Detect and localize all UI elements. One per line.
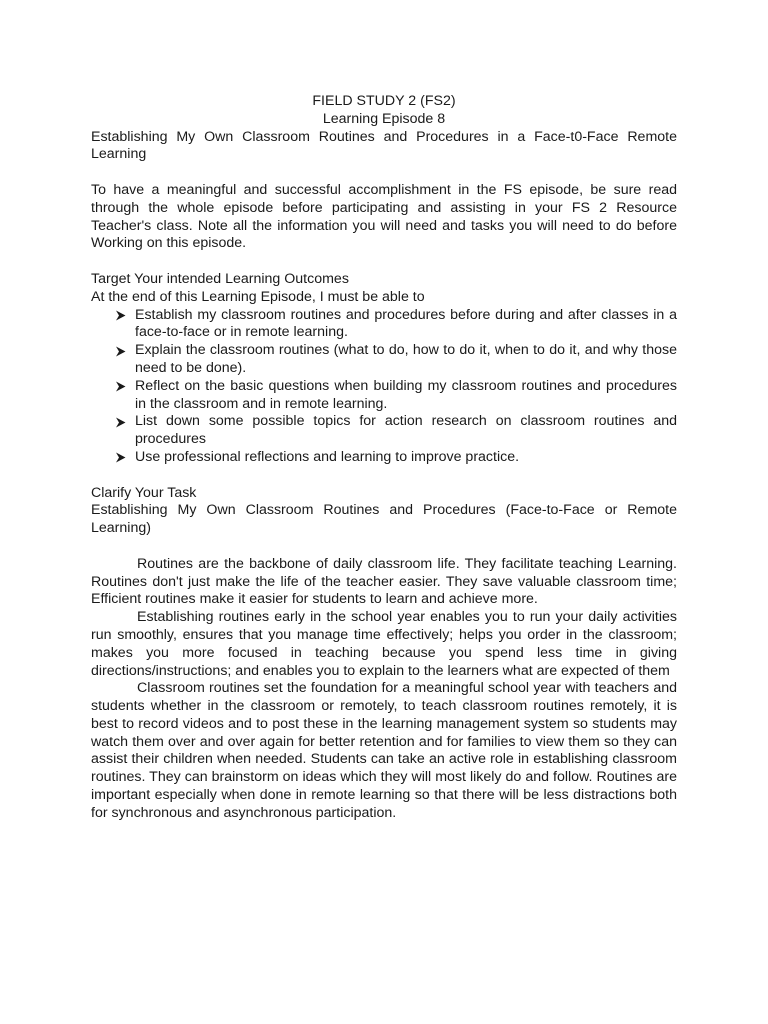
intro-paragraph: To have a meaningful and successful accomplishment in the FS episode, be sure read through the whole episode before participating and assisting in your FS 2 Resource Teacher's class. Note all the information you will need and tasks you will need to do before Working on this episode. bbox=[91, 181, 677, 252]
spacer bbox=[91, 164, 677, 182]
outcome-text: Establish my classroom routines and procedures before during and after classes in a face-to-face or in remote learning. bbox=[135, 306, 677, 341]
outcome-text: Use professional reflections and learning to improve practice. bbox=[135, 448, 520, 465]
outcome-text: Reflect on the basic questions when building my classroom routines and procedures in the classroom and in remote learning. bbox=[135, 377, 677, 412]
spacer bbox=[91, 253, 677, 271]
outcome-text: Explain the classroom routines (what to do, how to do it, when to do it, and why those need to be done). bbox=[135, 342, 677, 376]
outcomes-lead: At the end of this Learning Episode, I must be able to bbox=[91, 288, 425, 305]
body-paragraph: Classroom routines set the foundation for a meaningful school year with teachers and students whether in the classroom or remotely, to teach classroom routines remotely, it is best to record videos and to post these in the learning management system so students may watch them over and over again for better retention and for families to view them so they can assist their children when needed. Students can take an active role in establishing classroom routines. They can brainstorm on ideas which they will most likely do and follow. Routines are important especially when done in remote learning so that there will be less distractions both for synchronous and asynchronous participation. bbox=[91, 680, 677, 821]
body-paragraph: Routines are the backbone of daily classroom life. They facilitate teaching Learning. Routines don't just make the life of the teacher easier. They save valuable classroom time; Efficient routines make it easier for students to learn and achieve more. bbox=[91, 555, 677, 608]
document-page bbox=[91, 93, 677, 823]
outcome-item bbox=[115, 413, 677, 449]
arrow-bullet-icon bbox=[115, 378, 129, 396]
outcome-item bbox=[115, 449, 677, 467]
outcome-item bbox=[115, 378, 677, 414]
task-subheading: Establishing My Own Classroom Routines and Procedures (Face-to-Face or Remote Learning) bbox=[91, 502, 677, 537]
episode-subtitle: Establishing My Own Classroom Routines and Procedures in a Face-t0-Face Remote Learning bbox=[91, 128, 677, 163]
document-title: FIELD STUDY 2 (FS2) bbox=[312, 93, 456, 109]
arrow-bullet-icon bbox=[115, 307, 129, 325]
outcomes-list bbox=[91, 307, 677, 467]
outcome-text: List down some possible topics for action research on classroom routines and procedures bbox=[135, 413, 677, 448]
spacer bbox=[91, 538, 677, 556]
outcomes-heading: Target Your intended Learning Outcomes bbox=[91, 270, 349, 287]
outcome-item bbox=[115, 307, 677, 343]
arrow-bullet-icon bbox=[115, 449, 129, 467]
outcome-item bbox=[115, 342, 677, 378]
spacer bbox=[91, 467, 677, 485]
task-heading: Clarify Your Task bbox=[91, 484, 197, 501]
arrow-bullet-icon bbox=[115, 413, 129, 431]
body-paragraph: Establishing routines early in the school year enables you to run your daily activities run smoothly, ensures that you manage time effectively; helps you order in the classroom; makes you more focused in teaching because you spend less time in giving directions/instructions; and enables you to explain to the learners what are expected of them bbox=[91, 609, 677, 679]
episode-label: Learning Episode 8 bbox=[322, 110, 446, 127]
arrow-bullet-icon bbox=[115, 342, 129, 360]
